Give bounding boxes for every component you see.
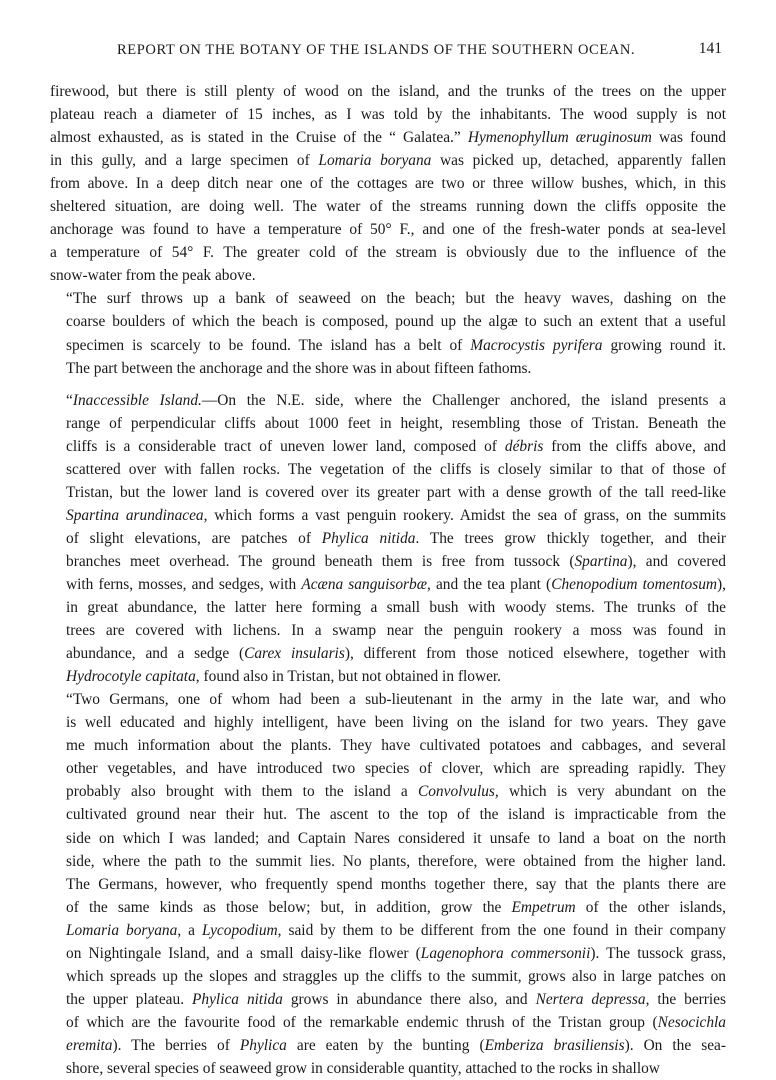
text-line: eremita). The berries of Phylica are eaten by the bunting (Emberiza brasiliensis). On the sea- — [66, 1036, 726, 1054]
paragraph-inaccessible-island — [50, 389, 726, 689]
text-line: anchorage was found to have a temperature of 50° F., and one of the fresh-water ponds at sea-level — [50, 221, 726, 239]
text-line: “Two Germans, one of whom had been a sub-lieutenant in the army in the late war, and who — [66, 691, 726, 709]
italic-term: Carex insularis — [244, 645, 345, 663]
paragraph-firewood — [50, 80, 726, 287]
text-line: me much information about the plants. They have cultivated potatoes and cabbages, and several — [66, 737, 726, 755]
running-header — [50, 40, 726, 64]
text-line: side, where the path to the summit lies. No plants, therefore, were obtained from the higher land. — [66, 852, 726, 870]
italic-term: Inaccessible Island. — [72, 391, 202, 409]
text-line: trees are covered with lichens. In a swamp near the penguin rookery a moss was found in — [66, 622, 726, 640]
text-line: probably also brought with them to the island a Convolvulus, which is very abundant on the — [66, 783, 726, 801]
text-line: almost exhausted, as is stated in the Cruise of the “ Galatea.” Hymenophyllum æruginosum was found — [50, 129, 726, 147]
text-line: branches meet overhead. The ground beneath them is free from tussock (Spartina), and covered — [66, 552, 726, 570]
italic-term: Emberiza brasiliensis — [484, 1036, 625, 1054]
text-line: which spreads up the slopes and straggles up the cliffs to the summit, grows also in large patches on — [66, 967, 726, 985]
text-line: is well educated and highly intelligent, have been living on the island for two years. They gave — [66, 714, 726, 732]
text-line: Spartina arundinacea, which forms a vast penguin rookery. Amidst the sea of grass, on the summits — [66, 506, 726, 524]
body-text — [50, 80, 726, 1080]
text-line: of which are the favourite food of the remarkable endemic thrush of the Tristan group (Nesocichla — [66, 1013, 726, 1031]
italic-term: Acæna sanguisorbæ — [301, 575, 427, 593]
italic-term: Lomaria boryana — [318, 152, 432, 170]
text-line: on Nightingale Island, and a small daisy-like flower (Lagenophora commersonii). The tussock grass, — [66, 944, 726, 962]
text-line: side on which I was landed; and Captain Nares considered it unsafe to land a boat on the north — [66, 829, 726, 847]
italic-term: Phylica — [239, 1036, 287, 1054]
text-line: cultivated ground near their hut. The ascent to the top of the island is impracticable from the — [66, 806, 726, 824]
italic-term: eremita — [66, 1036, 113, 1054]
text-line: of the same kinds as those below; but, in addition, grow the Empetrum of the other islands, — [66, 898, 726, 916]
text-line: cliffs is a considerable tract of uneven lower land, composed of débris from the cliffs above, and — [66, 437, 726, 455]
italic-term: Nertera depressa — [535, 990, 646, 1008]
text-line: sheltered situation, are doing well. The water of the streams running down the cliffs opposite the — [50, 198, 726, 216]
paragraph-two-germans — [50, 688, 726, 1080]
italic-term: Phylica nitida — [321, 529, 416, 547]
text-line: “The surf throws up a bank of seaweed on the beach; but the heavy waves, dashing on the — [66, 290, 726, 308]
text-line: The part between the anchorage and the shore was in about fifteen fathoms. — [66, 359, 532, 377]
text-line: Hydrocotyle capitata, found also in Tristan, but not obtained in flower. — [66, 668, 502, 686]
text-line: specimen is scarcely to be found. The island has a belt of Macrocystis pyrifera growing round it. — [66, 336, 726, 354]
paragraph-surf — [50, 287, 726, 379]
italic-term: débris — [504, 437, 544, 455]
italic-term: Chenopodium tomentosum — [551, 575, 718, 593]
text-line: a temperature of 54° F. The greater cold of the stream is obviously due to the influence of the — [50, 244, 726, 262]
text-line: from above. In a deep ditch near one of the cottages are two or three willow bushes, which, in this — [50, 175, 726, 193]
running-title: REPORT ON THE BOTANY OF THE ISLANDS OF THE SOUTHERN OCEAN. — [117, 42, 636, 58]
text-line: other vegetables, and have introduced two species of clover, which are spreading rapidly. They — [66, 760, 726, 778]
document-page — [50, 40, 726, 1080]
italic-term: Macrocystis pyrifera — [470, 336, 603, 354]
text-line: in great abundance, the latter here forming a small bush with woody stems. The trunks of the — [66, 599, 726, 617]
page-number: 141 — [698, 40, 722, 57]
text-line: shore, several species of seaweed grow in considerable quantity, attached to the rocks in shallow — [66, 1059, 660, 1077]
italic-term: Spartina arundinacea — [66, 506, 204, 524]
text-line: in this gully, and a large specimen of Lomaria boryana was picked up, detached, apparently fallen — [50, 152, 727, 170]
italic-term: Lomaria boryana — [66, 921, 178, 939]
italic-term: Spartina — [574, 552, 628, 570]
text-line: plateau reach a diameter of 15 inches, as I was told by the inhabitants. The wood supply is not — [50, 106, 726, 124]
italic-term: Hymenophyllum æruginosum — [467, 129, 652, 147]
text-line: with ferns, mosses, and sedges, with Acæna sanguisorbæ, and the tea plant (Chenopodium tomentosum), — [66, 575, 727, 593]
text-line: range of perpendicular cliffs about 1000 feet in height, resembling those of Tristan. Beneath the — [66, 414, 726, 432]
italic-term: Convolvulus — [417, 783, 495, 801]
text-line: Tristan, but the lower land is covered over its greater part with a dense growth of the tall reed-like — [66, 483, 726, 501]
text-line: Lomaria boryana, a Lycopodium, said by them to be different from the one found in their company — [66, 921, 727, 939]
text-line: scattered over with fallen rocks. The vegetation of the cliffs is closely similar to that of those of — [66, 460, 726, 478]
italic-term: Nesocichla — [657, 1013, 726, 1031]
italic-term: Phylica nitida — [192, 990, 283, 1008]
italic-term: Empetrum — [511, 898, 576, 916]
text-line: “Inaccessible Island.—On the N.E. side, where the Challenger anchored, the island presents a — [66, 391, 726, 409]
italic-term: Lycopodium — [202, 921, 278, 939]
italic-term: Hydrocotyle capitata — [66, 668, 196, 686]
text-line: snow-water from the peak above. — [50, 267, 256, 285]
text-line: of slight elevations, are patches of Phylica nitida. The trees grow thickly together, and their — [66, 529, 726, 547]
text-line: coarse boulders of which the beach is composed, pound up the algæ to such an extent that a useful — [66, 313, 726, 331]
text-line: abundance, and a sedge (Carex insularis), different from those noticed elsewhere, together with — [66, 645, 726, 663]
text-line: firewood, but there is still plenty of wood on the island, and the trunks of the trees on the upper — [50, 83, 726, 100]
text-line: the upper plateau. Phylica nitida grows in abundance there also, and Nertera depressa, the berries — [66, 990, 726, 1008]
italic-term: Lagenophora commersonii — [420, 944, 591, 962]
text-line: The Germans, however, who frequently spend months together there, say that the plants there are — [66, 875, 726, 893]
